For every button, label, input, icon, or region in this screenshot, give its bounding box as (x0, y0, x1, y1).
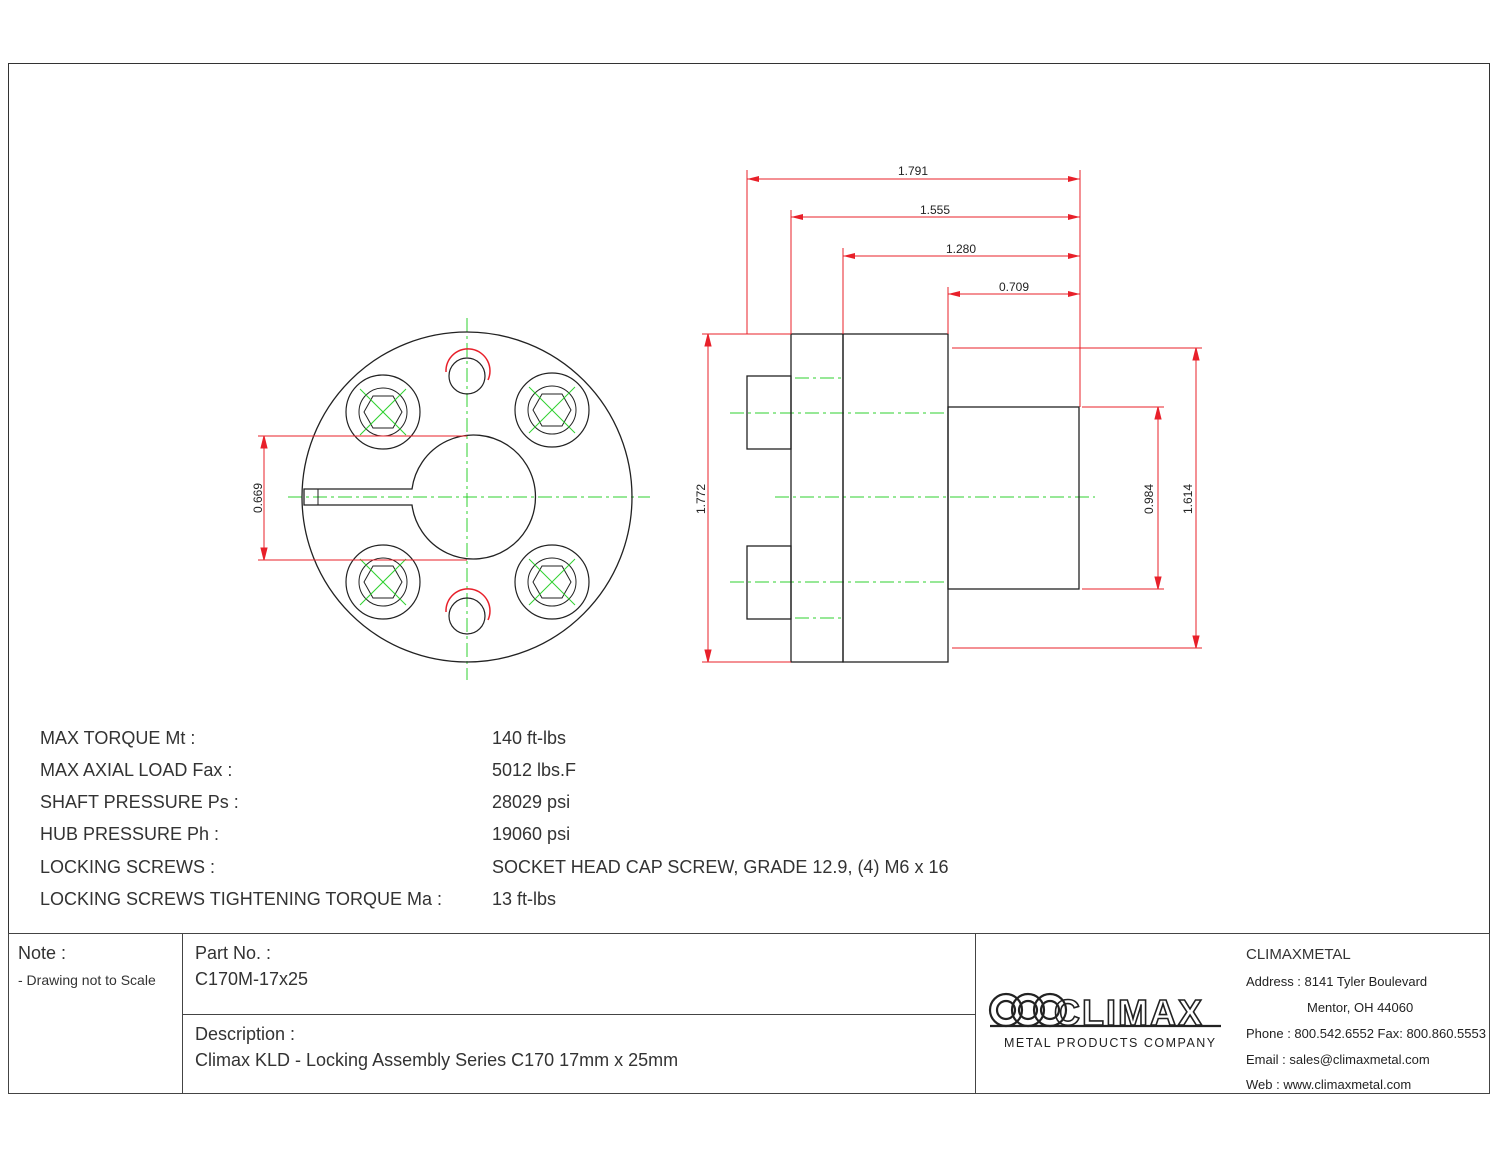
company-phone: Phone : 800.542.6552 Fax: 800.860.5553 (1246, 1026, 1486, 1041)
company-email: Email : sales@climaxmetal.com (1246, 1052, 1430, 1067)
note-cell (8, 933, 183, 1094)
company-cell (975, 933, 1490, 1094)
side-view (694, 164, 1202, 662)
jack-hole-bottom (446, 589, 490, 634)
spec-label: LOCKING SCREWS : (40, 857, 216, 877)
dimension-1280: 1.280 (945, 242, 977, 256)
screw-hole-bottom-left (346, 545, 420, 619)
side-centerlines (730, 378, 1095, 618)
part-number-value: C170M-17x25 (195, 969, 309, 989)
dimension-1772: 1.772 (694, 483, 708, 515)
logo-subtitle: METAL PRODUCTS COMPANY (1004, 1036, 1217, 1050)
dimension-1614: 1.614 (1181, 483, 1195, 515)
screw-hole-bottom-right (515, 545, 589, 619)
description-label: Description : (195, 1024, 296, 1044)
spec-label: HUB PRESSURE Ph : (40, 824, 220, 844)
jack-hole-top (446, 349, 490, 394)
spec-value: 5012 lbs.F (492, 760, 577, 780)
spec-label: MAX TORQUE Mt : (40, 728, 196, 748)
front-centerlines (288, 318, 650, 680)
description-value: Climax KLD - Locking Assembly Series C170 17mm x 25mm (195, 1050, 679, 1070)
climax-logo (986, 986, 1236, 1056)
company-address-1: Address : 8141 Tyler Boulevard (1246, 974, 1428, 989)
dimension-1791: 1.791 (897, 164, 929, 178)
spec-label: SHAFT PRESSURE Ps : (40, 792, 239, 812)
dimension-0709: 0.709 (998, 280, 1030, 294)
part-number-cell (182, 933, 976, 1015)
spec-value: 19060 psi (492, 824, 571, 844)
company-address-2: Mentor, OH 44060 (1307, 1000, 1414, 1015)
logo-wordmark: CLIMAX (1054, 992, 1204, 1033)
keyway-dimension-lines (258, 436, 467, 560)
spec-value: 140 ft-lbs (492, 728, 567, 748)
description-cell (182, 1014, 976, 1094)
part-number-label: Part No. : (195, 943, 272, 963)
spec-label: MAX AXIAL LOAD Fax : (40, 760, 233, 780)
side-right-dimension-lines (952, 348, 1202, 648)
note-text: - Drawing not to Scale (18, 972, 156, 988)
company-name: CLIMAXMETAL (1246, 946, 1351, 963)
screw-hole-top-right (515, 373, 589, 447)
note-label: Note : (18, 943, 67, 963)
company-web: Web : www.climaxmetal.com (1246, 1077, 1412, 1092)
spec-value: 13 ft-lbs (492, 889, 557, 909)
spec-label: LOCKING SCREWS TIGHTENING TORQUE Ma : (40, 889, 443, 909)
spec-value: 28029 psi (492, 792, 571, 812)
spec-value: SOCKET HEAD CAP SCREW, GRADE 12.9, (4) M6 x 16 (492, 857, 949, 877)
dimension-0984: 0.984 (1142, 483, 1156, 515)
dimension-1555: 1.555 (919, 203, 951, 217)
screw-hole-top-left (346, 375, 420, 449)
keyway-dimension: 0.669 (251, 482, 265, 514)
front-view (251, 318, 650, 680)
side-body-outline (747, 334, 1079, 662)
side-top-dimension-lines (747, 170, 1080, 407)
